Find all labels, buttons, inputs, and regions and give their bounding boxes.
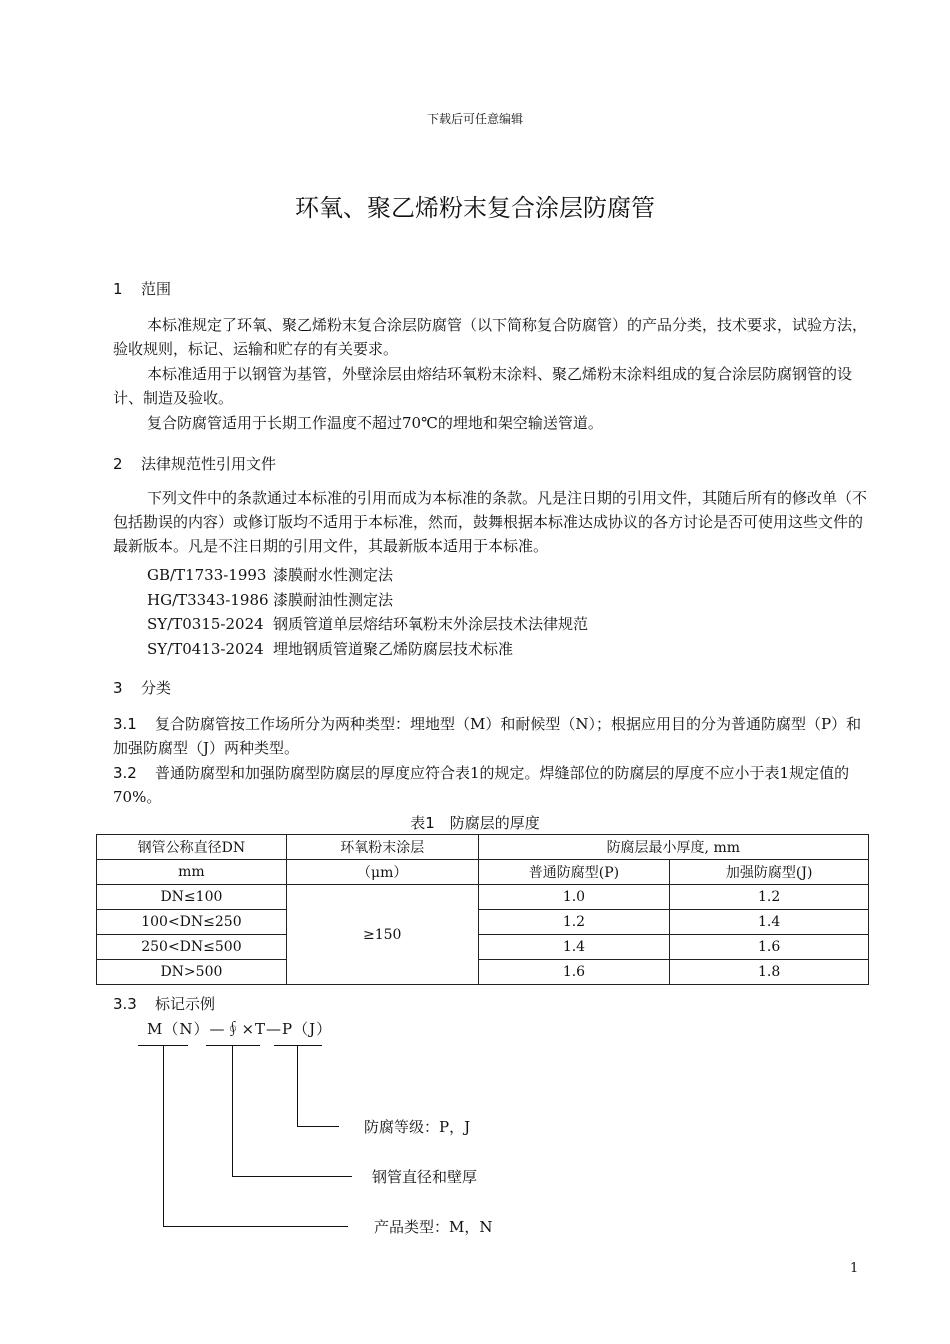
clause-number: 3.1 xyxy=(113,715,137,733)
section-1-paragraph-1: 本标准规定了环氧、聚乙烯粉末复合涂层防腐管（以下简称复合防腐管）的产品分类，技术要求，试验方法，验收规则，标记、运输和贮存的有关要求。 xyxy=(113,316,868,358)
clause-3-1 xyxy=(113,712,873,760)
marking-formula: M（N）—∮×T—P（J） xyxy=(147,1020,333,1038)
header-note: 下载后可任意编辑 xyxy=(426,112,523,126)
header-epoxy-unit: （μm） xyxy=(286,860,478,885)
leader-diameter-horizontal xyxy=(232,1176,352,1177)
section-1-paragraph-3: 复合防腐管适用于长期工作温度不超过70℃的埋地和架空输送管道。 xyxy=(147,414,603,432)
cell-dn: 250<DN≤500 xyxy=(97,935,287,960)
clause-text: 普通防腐型和加强防腐型防腐层的厚度应符合表1的规定。焊缝部位的防腐层的厚度不应小于表1规定值的70%。 xyxy=(113,764,850,806)
section-2-intro: 下列文件中的条款通过本标准的引用而成为本标准的条款。凡是注日期的引用文件，其随后所有的修改单（不包括勘误的内容）或修订版均不适用于本标准，然而，鼓舞根据本标准达成协议的各方讨论是否可使用这些文件的最新版本。凡是不注日期的引用文件，其最新版本适用于本标准。 xyxy=(113,489,868,555)
section-title: 分类 xyxy=(141,679,172,697)
reference-item xyxy=(147,564,393,585)
reference-code: SY/T0413-2024 xyxy=(147,640,264,658)
leader-type-vertical xyxy=(163,1045,164,1226)
reference-code: GB/T1733-1993 xyxy=(147,566,267,584)
reference-name: 漆膜耐油性测定法 xyxy=(273,591,394,609)
underline-grade xyxy=(274,1045,322,1046)
cell-strong: 1.2 xyxy=(670,885,869,910)
table-row xyxy=(97,910,869,935)
header-epoxy: 环氧粉末涂层 xyxy=(286,835,478,860)
clause-3-3-heading xyxy=(113,993,215,1014)
cell-epoxy: ≥150 xyxy=(286,885,478,985)
table-row xyxy=(97,935,869,960)
clause-title: 标记示例 xyxy=(155,995,216,1013)
table-caption: 表1 防腐层的厚度 xyxy=(410,814,540,832)
cell-normal: 1.6 xyxy=(478,960,670,985)
leader-grade-vertical xyxy=(297,1045,298,1126)
thickness-table xyxy=(96,834,869,985)
section-title: 法律规范性引用文件 xyxy=(141,455,277,473)
reference-item xyxy=(147,613,588,634)
section-number: 3 xyxy=(113,679,123,697)
section-title: 范围 xyxy=(141,280,172,298)
clause-number: 3.3 xyxy=(113,995,137,1013)
section-1-heading xyxy=(113,278,171,299)
cell-dn: 100<DN≤250 xyxy=(97,910,287,935)
reference-name: 钢质管道单层熔结环氧粉末外涂层技术法律规范 xyxy=(273,615,589,633)
underline-diameter xyxy=(206,1045,260,1046)
header-normal: 普通防腐型(P) xyxy=(478,860,670,885)
reference-code: SY/T0315-2024 xyxy=(147,615,264,633)
table-row xyxy=(97,885,869,910)
clause-number: 3.2 xyxy=(113,764,137,782)
section-number: 2 xyxy=(113,455,123,473)
clause-3-2 xyxy=(113,761,873,809)
leader-grade-horizontal xyxy=(297,1126,339,1127)
clause-text: 复合防腐管按工作场所分为两种类型：埋地型（M）和耐候型（N）；根据应用目的分为普通防腐型（P）和加强防腐型（J）两种类型。 xyxy=(113,715,862,757)
reference-item xyxy=(147,589,393,610)
cell-strong: 1.6 xyxy=(670,935,869,960)
cell-normal: 1.4 xyxy=(478,935,670,960)
reference-code: HG/T3343-1986 xyxy=(147,591,269,609)
label-type: 产品类型：M，N xyxy=(374,1218,493,1236)
label-grade: 防腐等级：P，J xyxy=(364,1118,471,1136)
section-2-heading xyxy=(113,453,276,474)
header-strong: 加强防腐型(J) xyxy=(670,860,869,885)
cell-normal: 1.0 xyxy=(478,885,670,910)
cell-strong: 1.8 xyxy=(670,960,869,985)
label-diameter: 钢管直径和壁厚 xyxy=(372,1168,478,1186)
leader-diameter-vertical xyxy=(232,1045,233,1176)
header-min-thickness: 防腐层最小厚度, mm xyxy=(478,835,868,860)
leader-type-horizontal xyxy=(163,1226,348,1227)
reference-name: 埋地钢质管道聚乙烯防腐层技术标准 xyxy=(273,640,514,658)
reference-item xyxy=(147,638,513,659)
section-number: 1 xyxy=(113,280,123,298)
section-3-heading xyxy=(113,677,171,698)
table-row xyxy=(97,960,869,985)
header-dn-unit: mm xyxy=(97,860,287,885)
reference-name: 漆膜耐水性测定法 xyxy=(273,566,394,584)
cell-normal: 1.2 xyxy=(478,910,670,935)
page-number: 1 xyxy=(850,1261,859,1276)
cell-dn: DN≤100 xyxy=(97,885,287,910)
section-1-paragraph-2: 本标准适用于以钢管为基管，外壁涂层由熔结环氧粉末涂料、聚乙烯粉末涂料组成的复合涂层防腐钢管的设计、制造及验收。 xyxy=(113,365,853,407)
cell-strong: 1.4 xyxy=(670,910,869,935)
cell-dn: DN>500 xyxy=(97,960,287,985)
document-title: 环氧、聚乙烯粉末复合涂层防腐管 xyxy=(295,194,655,222)
header-dn: 钢管公称直径DN xyxy=(97,835,287,860)
